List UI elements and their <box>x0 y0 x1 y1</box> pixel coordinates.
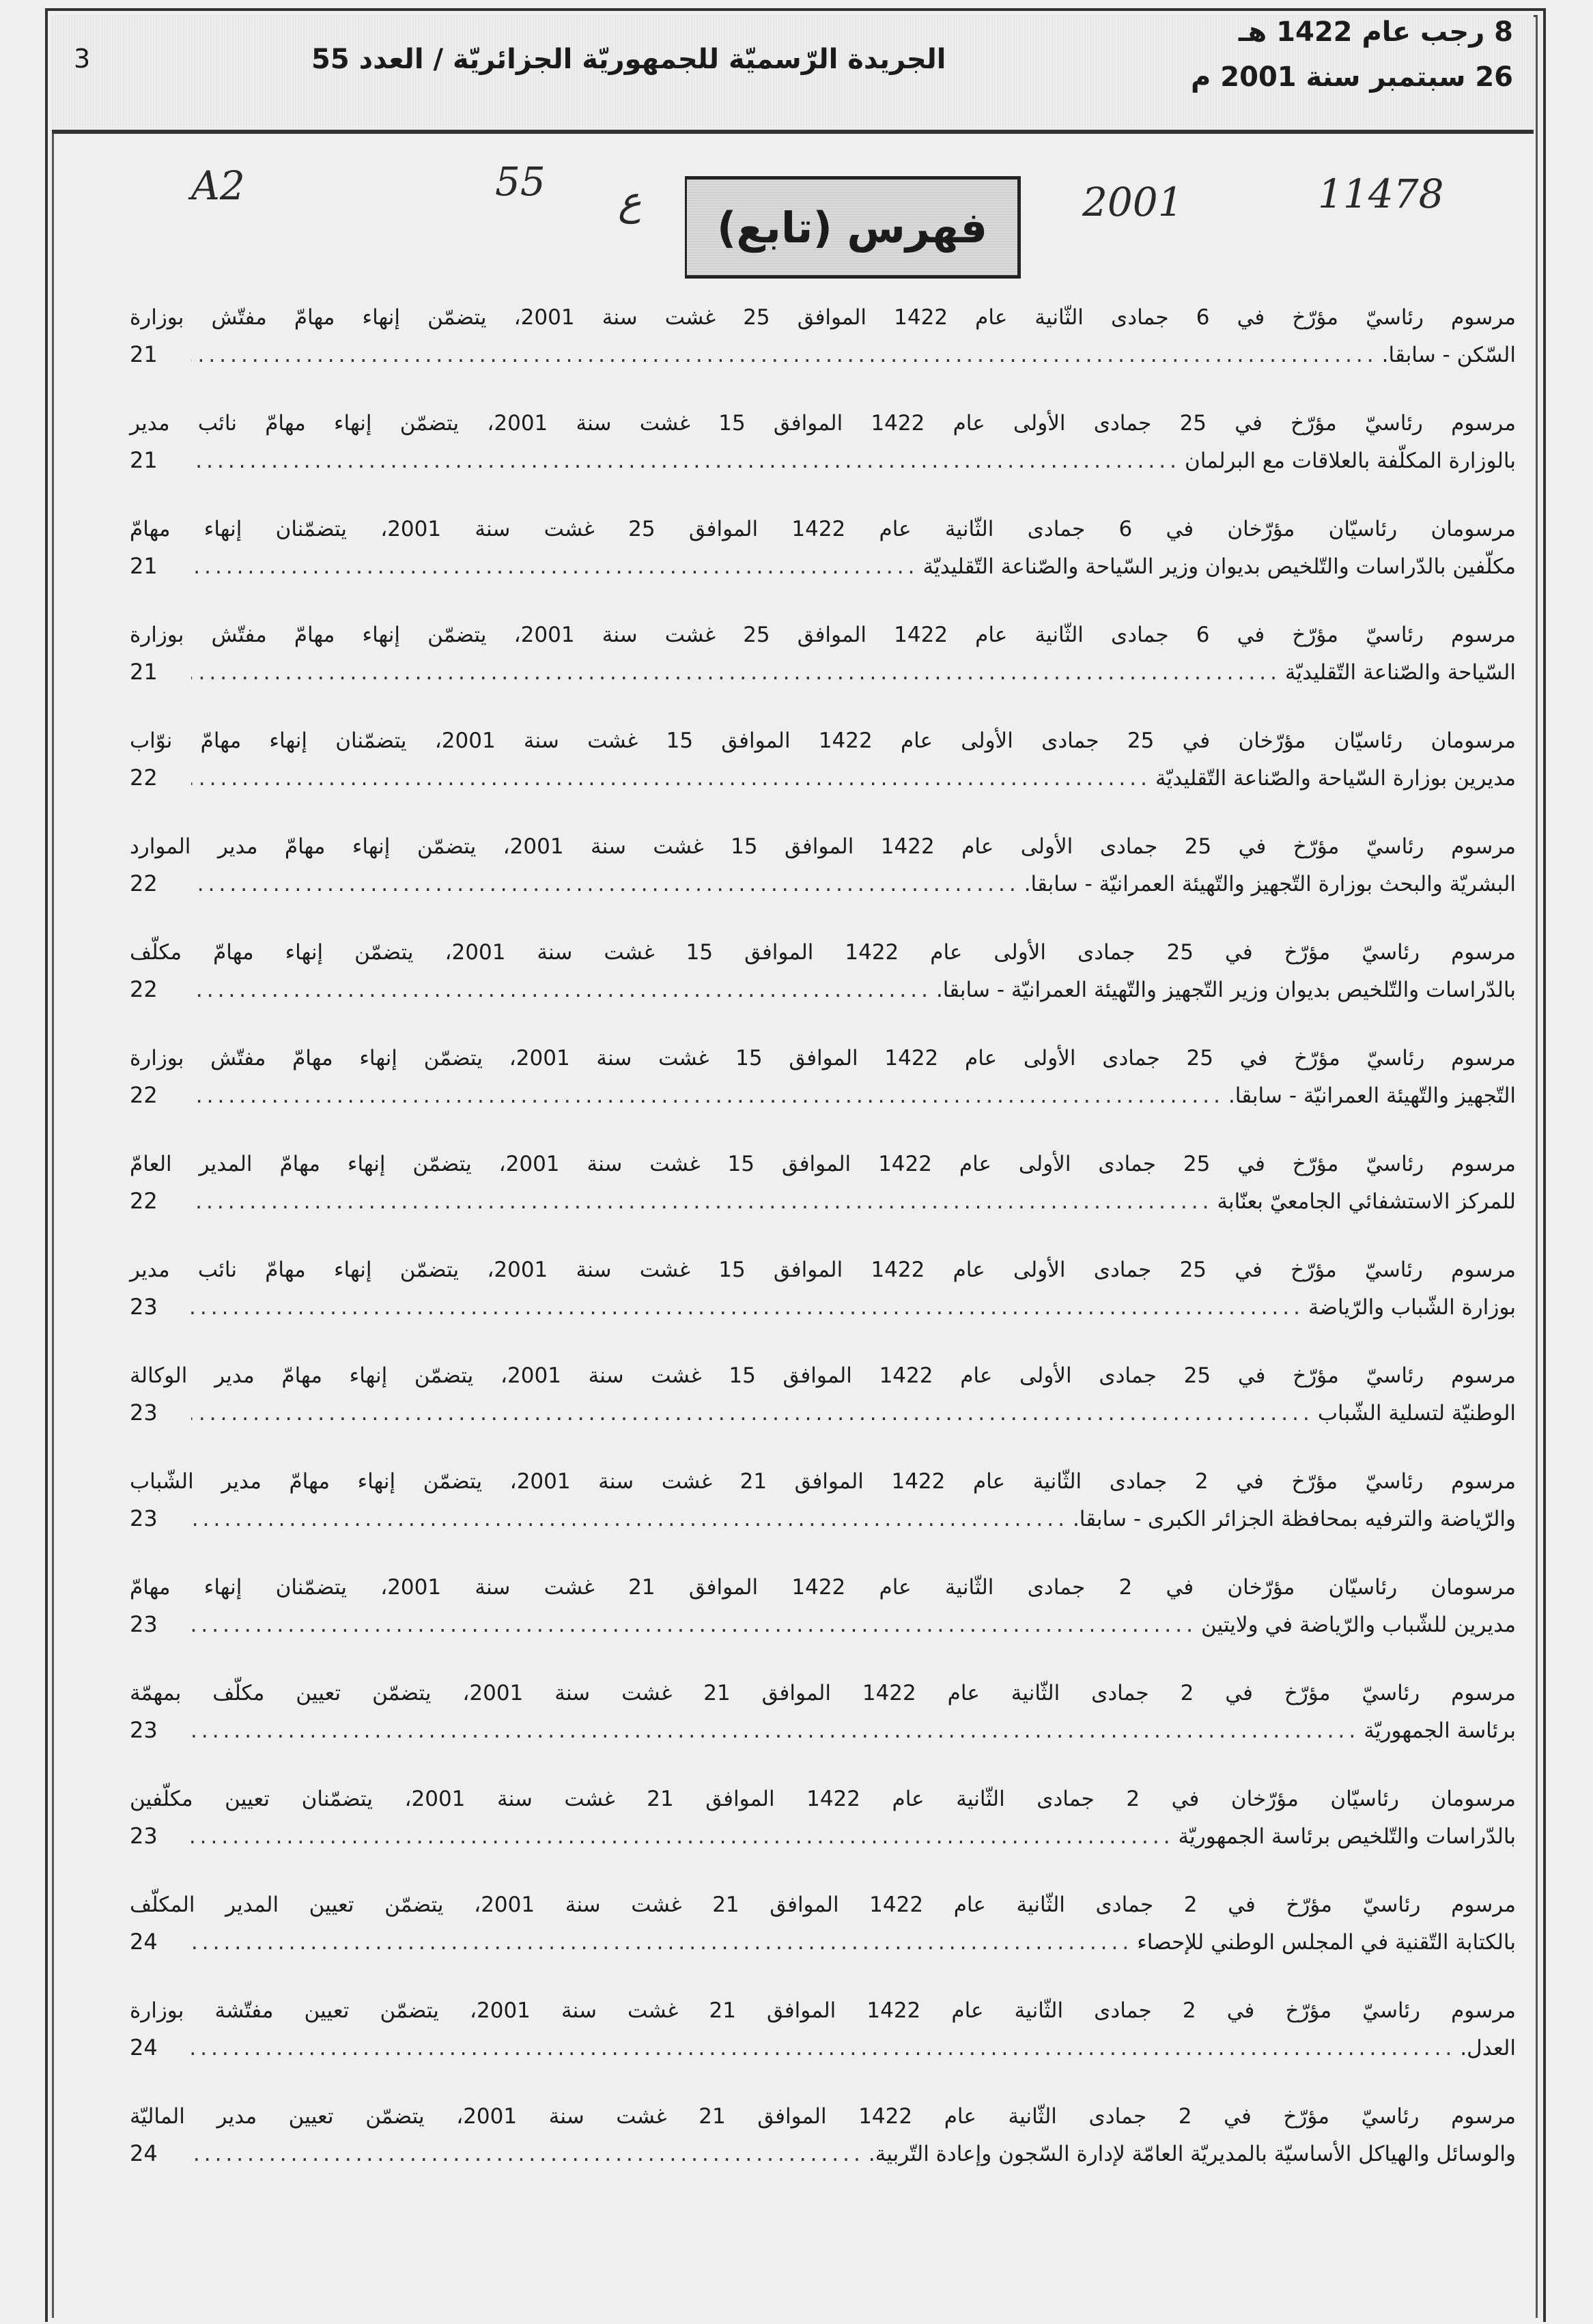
dot-leader <box>191 1606 1197 1643</box>
index-entry <box>130 1781 1516 1854</box>
entry-page-number: 22 <box>130 1082 158 1108</box>
entry-page-number: 22 <box>130 870 158 896</box>
entry-title-line2-row <box>130 759 1516 796</box>
entry-title-line2-row <box>130 2029 1516 2066</box>
dot-leader <box>191 2030 1456 2067</box>
index-entry <box>130 1675 1516 1748</box>
dot-leader <box>191 866 1020 903</box>
entry-title-line2-row <box>130 1288 1516 1325</box>
section-title-box <box>685 176 1021 279</box>
entry-page-number: 23 <box>130 1611 158 1637</box>
index-entry <box>130 722 1516 796</box>
entry-title-line2-row <box>130 1394 1516 1431</box>
entry-page-number: 23 <box>130 1505 158 1531</box>
journal-header <box>52 15 1534 134</box>
entry-title-line2-row <box>130 336 1516 373</box>
entry-title-line2-row <box>130 548 1516 584</box>
index-entry <box>130 1357 1516 1431</box>
dot-leader <box>191 1289 1304 1326</box>
entry-page-number: 22 <box>130 1188 158 1214</box>
entry-title-line2-row <box>130 1923 1516 1960</box>
entry-title-line1: مرسوم رئاسيّ مؤرّخ في 2 جمادى الثّانية عام 1422 الموافق 21 غشت سنة 2001، يتضمّن تعيين مدير الماليّة <box>130 2104 1516 2129</box>
section-title: فهرس (تابع) <box>716 202 988 253</box>
dot-leader <box>191 654 1281 691</box>
entry-title-line1: مرسوم رئاسيّ مؤرّخ في 25 جمادى الأولى عام 1422 الموافق 15 غشت سنة 2001، يتضمّن إنهاء مهامّ مدير الموارد <box>130 834 1516 859</box>
entry-title-line1: مرسوم رئاسيّ مؤرّخ في 25 جمادى الأولى عام 1422 الموافق 15 غشت سنة 2001، يتضمّن إنهاء مهامّ المدير العامّ <box>130 1152 1516 1176</box>
dot-leader <box>191 337 1378 373</box>
entry-title-line1: مرسومان رئاسيّان مؤرّخان في 2 جمادى الثّانية عام 1422 الموافق 21 غشت سنة 2001، يتضمّنان إنهاء مهامّ <box>130 1575 1516 1600</box>
entry-title-line2: للمركز الاستشفائي الجامعيّ بعنّابة <box>1217 1189 1516 1214</box>
entry-page-number: 23 <box>130 1823 158 1849</box>
entry-title-line1: مرسوم رئاسيّ مؤرّخ في 2 جمادى الثّانية عام 1422 الموافق 21 غشت سنة 2001، يتضمّن تعيين المدير المكلّف <box>130 1893 1516 1917</box>
entry-title-line2: بوزارة الشّباب والرّياضة <box>1308 1295 1516 1320</box>
index-entry <box>130 828 1516 902</box>
entry-title-line1: مرسومان رئاسيّان مؤرّخان في 25 جمادى الأولى عام 1422 الموافق 15 غشت سنة 2001، يتضمّنان إنهاء مهامّ نوّاب <box>130 728 1516 753</box>
entry-title-line2: بالدّراسات والتّلخيص بديوان وزير التّجهيز والتّهيئة العمرانيّة - سابقا. <box>935 978 1516 1002</box>
index-entry <box>130 1040 1516 1114</box>
entry-page-number: 24 <box>130 1929 158 1955</box>
dot-leader <box>191 1818 1174 1855</box>
index-entry <box>130 1146 1516 1219</box>
entry-title-line2: مديرين للشّباب والرّياضة في ولايتين <box>1201 1613 1516 1637</box>
entry-title-line2-row <box>130 1712 1516 1748</box>
entry-page-number: 21 <box>130 659 158 685</box>
entry-page-number: 22 <box>130 765 158 791</box>
entry-title-line1: مرسوم رئاسيّ مؤرّخ في 2 جمادى الثّانية عام 1422 الموافق 21 غشت سنة 2001، يتضمّن إنهاء مهامّ مدير الشّباب <box>130 1469 1516 1494</box>
entry-page-number: 24 <box>130 2035 158 2060</box>
entry-page-number: 21 <box>130 447 158 473</box>
entry-title-line1: مرسوم رئاسيّ مؤرّخ في 6 جمادى الثّانية عام 1422 الموافق 25 غشت سنة 2001، يتضمّن إنهاء مهامّ مفتّش بوزارة <box>130 305 1516 330</box>
entry-title-line1: مرسوم رئاسيّ مؤرّخ في 25 جمادى الأولى عام 1422 الموافق 15 غشت سنة 2001، يتضمّن إنهاء مهامّ نائب مدير <box>130 1258 1516 1282</box>
gregorian-date: 26 سبتمبر سنة 2001 م <box>1191 61 1513 93</box>
dot-leader <box>191 1712 1359 1749</box>
index-entry <box>130 1569 1516 1643</box>
index-entry <box>130 1463 1516 1537</box>
index-entry <box>130 2098 1516 2172</box>
entry-title-line2: البشريّة والبحث بوزارة التّجهيز والتّهيئة العمرانيّة - سابقا. <box>1024 872 1516 896</box>
entry-title-line1: مرسوم رئاسيّ مؤرّخ في 25 جمادى الأولى عام 1422 الموافق 15 غشت سنة 2001، يتضمّن إنهاء مهامّ مفتّش بوزارة <box>130 1046 1516 1071</box>
entry-title-line2: بالوزارة المكلّفة بالعلاقات مع البرلمان <box>1184 449 1516 473</box>
dot-leader <box>191 1501 1069 1537</box>
entry-title-line2: برئاسة الجمهوريّة <box>1364 1718 1516 1743</box>
handwritten-note: 2001 <box>1082 179 1183 225</box>
index-entry <box>130 617 1516 690</box>
handwritten-note: A2 <box>191 162 245 209</box>
entry-title-line2-row <box>130 1817 1516 1854</box>
index-entry <box>130 405 1516 479</box>
entry-title-line2: العدل. <box>1460 2036 1516 2060</box>
index-entry <box>130 299 1516 373</box>
entry-title-line2: والوسائل والهياكل الأساسيّة بالمديريّة العامّة لإدارة السّجون وإعادة التّربية. <box>868 2142 1516 2166</box>
entry-page-number: 21 <box>130 341 158 367</box>
dot-leader <box>191 760 1151 797</box>
journal-title: الجريدة الرّسميّة للجمهوريّة الجزائريّة / العدد 55 <box>311 44 946 75</box>
entry-title-line2-row <box>130 865 1516 902</box>
entry-page-number: 23 <box>130 1400 158 1426</box>
entry-title-line2-row <box>130 442 1516 479</box>
entry-title-line2-row <box>130 1606 1516 1643</box>
index-entry <box>130 1992 1516 2066</box>
entry-title-line2: مكلّفين بالدّراسات والتّلخيص بديوان وزير السّياحة والصّناعة التّقليديّة <box>922 554 1516 579</box>
entry-title-line1: مرسوم رئاسيّ مؤرّخ في 25 جمادى الأولى عام 1422 الموافق 15 غشت سنة 2001، يتضمّن إنهاء مهامّ مكلّف <box>130 940 1516 965</box>
entry-title-line2-row <box>130 653 1516 690</box>
entry-page-number: 23 <box>130 1717 158 1743</box>
dot-leader <box>191 972 932 1008</box>
index-entry <box>130 1251 1516 1325</box>
entry-title-line2: الوطنيّة لتسلية الشّباب <box>1317 1401 1516 1426</box>
entry-title-line2-row <box>130 1500 1516 1537</box>
entry-title-line2-row <box>130 2135 1516 2172</box>
index-entry <box>130 511 1516 584</box>
dot-leader <box>191 1924 1133 1961</box>
entry-page-number: 22 <box>130 976 158 1002</box>
entry-title-line2: والرّياضة والترفيه بمحافظة الجزائر الكبرى - سابقا. <box>1072 1507 1516 1531</box>
dot-leader <box>191 1183 1213 1220</box>
entry-page-number: 23 <box>130 1294 158 1320</box>
entry-title-line1: مرسوم رئاسيّ مؤرّخ في 2 جمادى الثّانية عام 1422 الموافق 21 غشت سنة 2001، يتضمّن تعيين مكلّف بمهمّة <box>130 1681 1516 1705</box>
dot-leader <box>191 1395 1314 1432</box>
entry-title-line1: مرسومان رئاسيّان مؤرّخان في 2 جمادى الثّانية عام 1422 الموافق 21 غشت سنة 2001، يتضمّنان تعيين مكلّفين <box>130 1787 1516 1811</box>
dot-leader <box>191 1077 1224 1114</box>
entry-title-line2: بالكتابة التّقنية في المجلس الوطني للإحصاء <box>1137 1930 1516 1955</box>
entry-title-line1: مرسوم رئاسيّ مؤرّخ في 2 جمادى الثّانية عام 1422 الموافق 21 غشت سنة 2001، يتضمّن تعيين مفتّشة بوزارة <box>130 1998 1516 2023</box>
handwritten-note: 11478 <box>1318 171 1444 217</box>
handwritten-note: ع <box>618 178 642 224</box>
entry-title-line2: بالدّراسات والتّلخيص برئاسة الجمهوريّة <box>1178 1824 1516 1849</box>
entry-title-line2: السّكن - سابقا. <box>1381 343 1516 367</box>
entry-page-number: 21 <box>130 553 158 579</box>
dot-leader <box>191 548 918 585</box>
entry-title-line2-row <box>130 1182 1516 1219</box>
entry-title-line2: السّياحة والصّناعة التّقليديّة <box>1284 660 1516 685</box>
page-number: 3 <box>74 44 91 74</box>
entry-title-line1: مرسوم رئاسيّ مؤرّخ في 25 جمادى الأولى عام 1422 الموافق 15 غشت سنة 2001، يتضمّن إنهاء مهامّ مدير الوكالة <box>130 1363 1516 1388</box>
dot-leader <box>191 2136 864 2172</box>
dot-leader <box>191 442 1181 479</box>
entry-page-number: 24 <box>130 2140 158 2166</box>
handwritten-note: 55 <box>495 158 546 205</box>
entry-title-line2: التّجهيز والتّهيئة العمرانيّة - سابقا. <box>1228 1083 1516 1108</box>
entry-title-line1: مرسومان رئاسيّان مؤرّخان في 6 جمادى الثّانية عام 1422 الموافق 25 غشت سنة 2001، يتضمّنان إنهاء مهامّ <box>130 517 1516 541</box>
index-entry <box>130 1886 1516 1960</box>
entry-title-line2-row <box>130 971 1516 1008</box>
entry-title-line1: مرسوم رئاسيّ مؤرّخ في 6 جمادى الثّانية عام 1422 الموافق 25 غشت سنة 2001، يتضمّن إنهاء مهامّ مفتّش بوزارة <box>130 623 1516 647</box>
entry-title-line2-row <box>130 1077 1516 1114</box>
entry-title-line1: مرسوم رئاسيّ مؤرّخ في 25 جمادى الأولى عام 1422 الموافق 15 غشت سنة 2001، يتضمّن إنهاء مهامّ نائب مدير <box>130 411 1516 436</box>
index-entry <box>130 934 1516 1008</box>
hijri-date: 8 رجب عام 1422 هـ <box>1238 16 1513 48</box>
entry-title-line2: مديرين بوزارة السّياحة والصّناعة التّقليديّة <box>1155 766 1516 791</box>
